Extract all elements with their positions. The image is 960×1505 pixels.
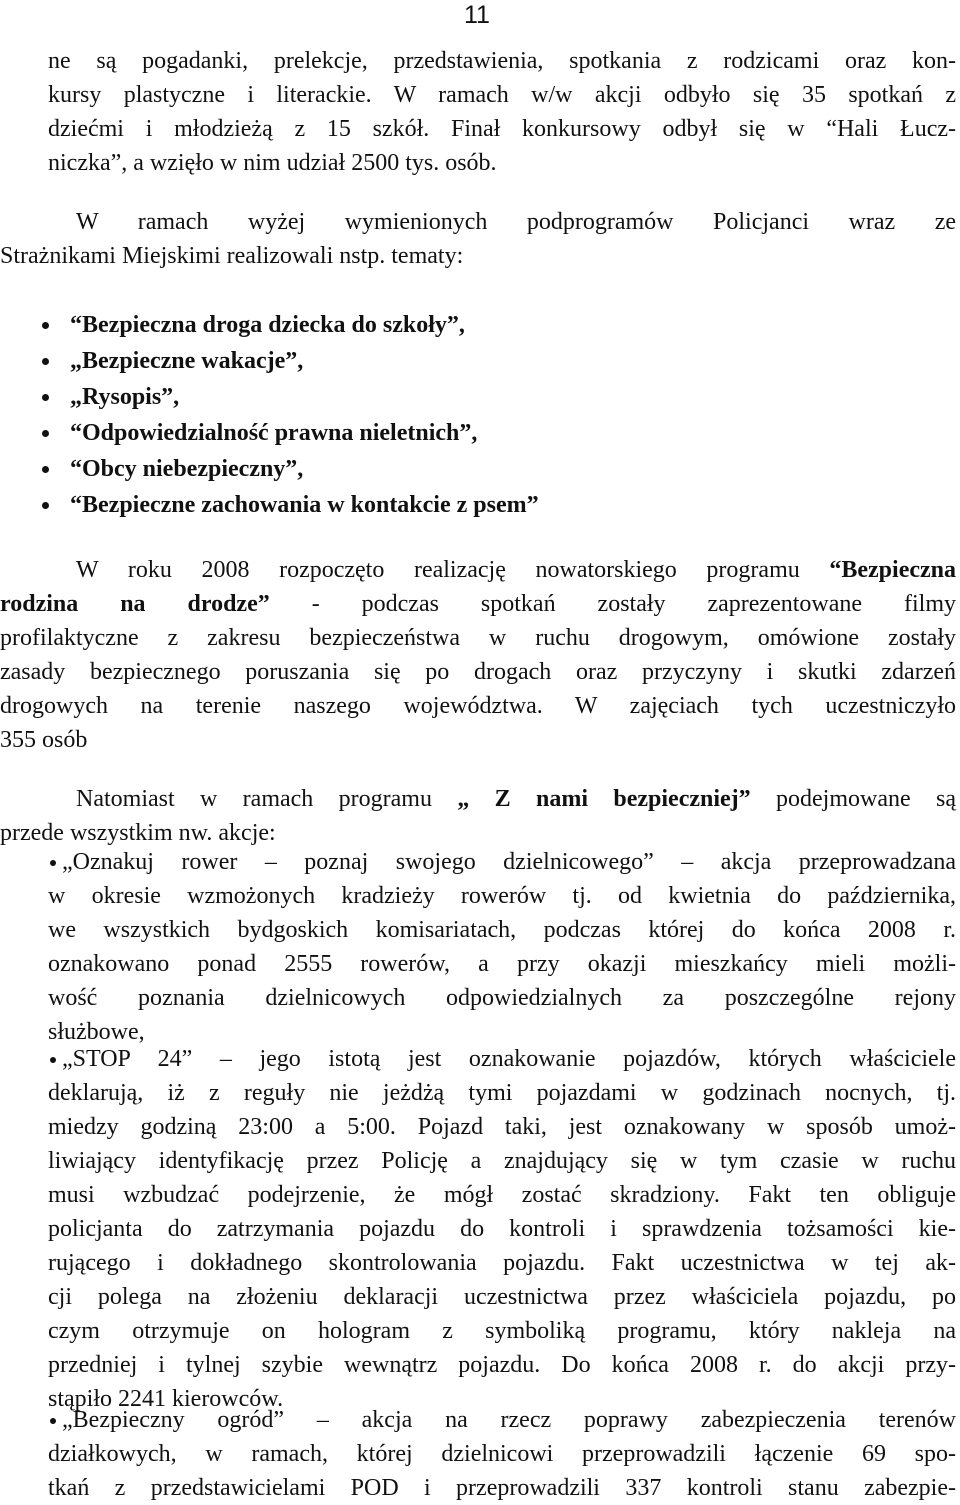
topics-intro-paragraph (0, 205, 956, 273)
text-line: „Oznakuj rower – poznaj swojego dzielnicowego” – akcja przeprowadzana (62, 849, 956, 875)
text-line: stąpiło 2241 kierowców. (48, 1386, 284, 1412)
text-line: drogowych na terenie naszego województwa. W zajęciach tych uczestniczyło (0, 693, 956, 719)
action-item-stop-24 (48, 1042, 956, 1416)
text-line: ne są pogadanki, prelekcje, przedstawienia, spotkania z rodzicami oraz kon- (48, 48, 956, 74)
list-item (40, 451, 539, 487)
text-line: zasady bezpiecznego poruszania się po drogach oraz przyczyny i skutki zdarzeń (0, 659, 956, 685)
list-item (40, 343, 539, 379)
text-line: tkań z przedstawicielami POD i przeprowadzili 337 kontroli stanu zabezpie- (48, 1475, 956, 1501)
actions-intro-paragraph (0, 782, 956, 850)
list-item (40, 487, 539, 523)
text-line: W ramach wyżej wymienionych podprogramów Policjanci wraz ze (76, 209, 956, 235)
text-line: policjanta do zatrzymania pojazdu do kontroli i sprawdzenia tożsamości kie- (48, 1216, 956, 1242)
bullet-icon (50, 1418, 56, 1424)
topic-label: „Bezpieczne wakacje”, (70, 348, 304, 374)
bullet-icon (50, 1057, 56, 1063)
topic-label: “Bezpieczna droga dziecka do szkoły”, (70, 312, 465, 338)
list-item (40, 307, 539, 343)
text-line: służbowe, (48, 1019, 145, 1045)
text-line: rującego i dokładnego skontrolowania pojazdu. Fakt uczestnictwa w tej ak- (48, 1250, 956, 1276)
bullet-icon (50, 860, 56, 866)
text-line: działkowych, w ramach, której dzielnicowi przeprowadzili łączenie 69 spo- (48, 1441, 956, 1467)
program-name: rodzina na drodze” (0, 591, 270, 617)
text-line: „Bezpieczny ogród” – akcja na rzecz poprawy zabezpieczenia terenów (62, 1407, 956, 1433)
intro-paragraph (48, 44, 956, 180)
text-line: deklarują, iż z reguły nie jeżdżą tymi pojazdami w godzinach nocnych, tj. (48, 1080, 956, 1106)
text-line: „STOP 24” – jego istotą jest oznakowanie pojazdów, których właściciele (62, 1046, 956, 1072)
list-item (40, 415, 539, 451)
text-line: niczka”, a wzięło w nim udział 2500 tys. osób. (48, 150, 497, 176)
text-run: Natomiast w ramach programu (76, 786, 458, 812)
bullet-icon (42, 394, 49, 401)
text-line: kursy plastyczne i literackie. W ramach w/w akcji odbyło się 35 spotkań z (48, 82, 956, 108)
bullet-icon (42, 430, 49, 437)
topic-label: „Rysopis”, (70, 384, 180, 410)
program-2008-paragraph (0, 553, 956, 757)
text-line: w okresie wzmożonych kradzieży rowerów tj. od kwietnia do października, (48, 883, 956, 909)
text-line (0, 553, 956, 587)
text-line (0, 587, 956, 621)
text-line: Strażnikami Miejskimi realizowali nstp. tematy: (0, 243, 464, 269)
page-number: 11 (464, 1, 490, 29)
topic-label: “Odpowiedzialność prawna nieletnich”, (70, 420, 478, 446)
text-line: musi wzbudzać podejrzenie, że mógł zostać skradziony. Fakt ten obliguje (48, 1182, 956, 1208)
text-line: liwiający identyfikację przez Policję a znajdujący się w tym czasie w ruchu (48, 1148, 956, 1174)
bullet-icon (42, 358, 49, 365)
text-line: cji polega na złożeniu deklaracji uczestnictwa przez właściciela pojazdu, po (48, 1284, 956, 1310)
text-run: - podczas spotkań zostały zaprezentowane filmy (269, 591, 956, 617)
topic-label: “Bezpieczne zachowania w kontakcie z psem” (70, 492, 539, 518)
text-line: profilaktyczne z zakresu bezpieczeństwa w ruchu drogowym, omówione zostały (0, 625, 956, 651)
text-line: we wszystkich bydgoskich komisariatach, podczas której do końca 2008 r. (48, 917, 956, 943)
action-item-bezpieczny-ogrod (48, 1403, 956, 1505)
text-line: miedzy godziną 23:00 a 5:00. Pojazd taki, jest oznakowany w sposób umoż- (48, 1114, 956, 1140)
text-line: przede wszystkim nw. akcje: (0, 820, 276, 846)
bullet-icon (42, 322, 49, 329)
text-line: wość poznania dzielnicowych odpowiedzialnych za poszczególne rejony (48, 985, 956, 1011)
text-line (0, 782, 956, 816)
program-name: “Bezpieczna (829, 557, 956, 583)
topic-label: “Obcy niebezpieczny”, (70, 456, 304, 482)
topics-list (40, 307, 539, 523)
text-line: dziećmi i młodzieżą z 15 szkół. Finał konkursowy odbył się w “Hali Łucz- (48, 116, 956, 142)
action-item-oznakuj-rower (48, 845, 956, 1049)
list-item (40, 379, 539, 415)
text-run: podejmowane są (750, 786, 956, 812)
text-line: 355 osób (0, 727, 88, 753)
bullet-icon (42, 502, 49, 509)
program-name: „ Z nami bezpieczniej” (457, 786, 751, 812)
text-run: W roku 2008 rozpoczęto realizację nowatorskiego programu (76, 557, 830, 583)
bullet-icon (42, 466, 49, 473)
text-line: przedniej i tylnej szybie wewnątrz pojazdu. Do końca 2008 r. do akcji przy- (48, 1352, 956, 1378)
text-line: oznakowano ponad 2555 rowerów, a przy okazji mieszkańcy mieli możli- (48, 951, 956, 977)
text-line: czym otrzymuje on hologram z symboliką programu, który nakleja na (48, 1318, 956, 1344)
